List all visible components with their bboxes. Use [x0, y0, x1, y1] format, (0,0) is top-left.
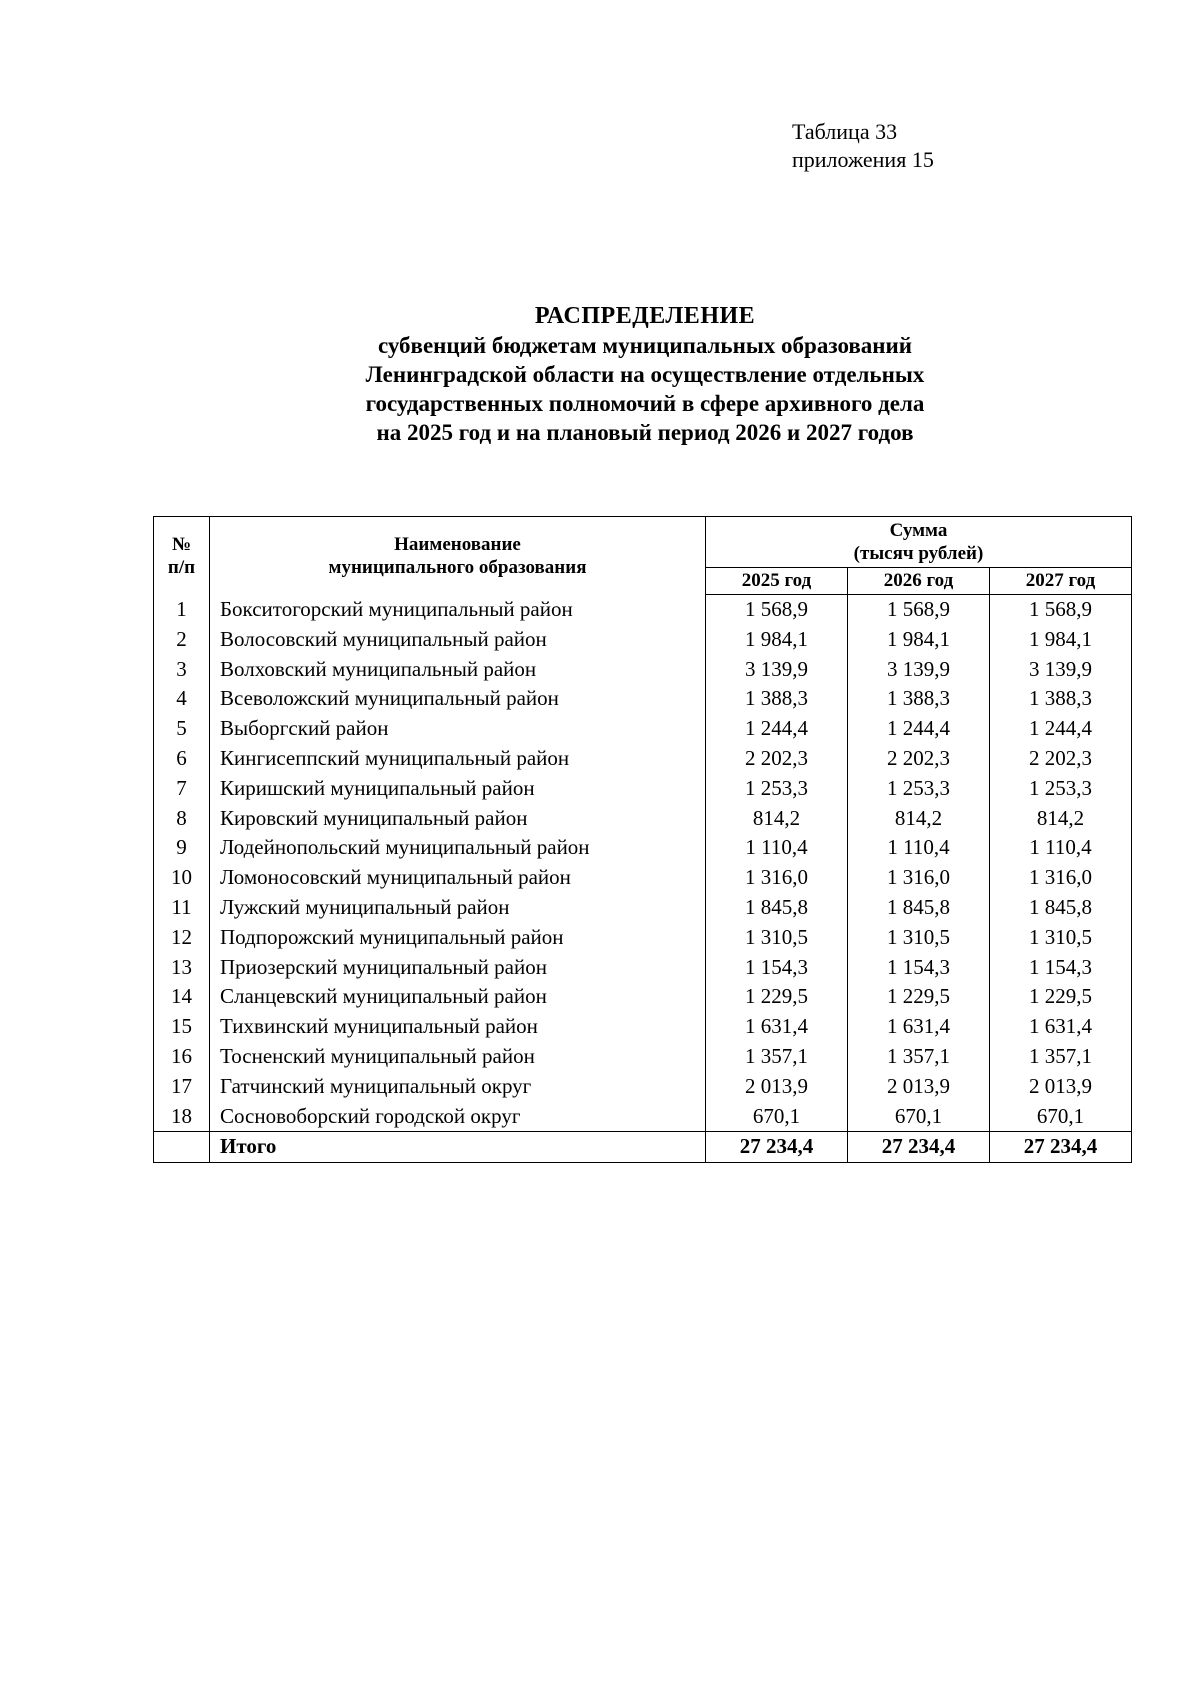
row-value-2027: 1 310,5 [990, 923, 1132, 953]
row-value-2026: 1 154,3 [848, 953, 990, 983]
total-label: Итого [210, 1132, 706, 1163]
title-line1: РАСПРЕДЕЛЕНИЕ [534, 303, 756, 329]
table-row [154, 625, 1132, 655]
row-value-2026: 1 244,4 [848, 714, 990, 744]
table-row [154, 982, 1132, 1012]
table-row [154, 833, 1132, 863]
row-value-2027: 1 388,3 [990, 684, 1132, 714]
row-name: Кировский муниципальный район [210, 804, 706, 834]
row-value-2025: 1 110,4 [706, 833, 848, 863]
row-value-2025: 1 357,1 [706, 1042, 848, 1072]
row-name: Волховский муниципальный район [210, 655, 706, 685]
row-value-2027: 1 984,1 [990, 625, 1132, 655]
table-row [154, 1102, 1132, 1132]
row-value-2025: 1 154,3 [706, 953, 848, 983]
table-row [154, 863, 1132, 893]
row-num: 16 [154, 1042, 210, 1072]
title-line5: на 2025 год и на плановый период 2026 и 2027 годов [376, 420, 914, 445]
table-row [154, 655, 1132, 685]
row-value-2027: 670,1 [990, 1102, 1132, 1132]
row-name: Гатчинский муниципальный округ [210, 1072, 706, 1102]
table-row [154, 595, 1132, 625]
row-name: Подпорожский муниципальный район [210, 923, 706, 953]
header-year-2027: 2027 год [990, 568, 1132, 595]
row-value-2025: 1 229,5 [706, 982, 848, 1012]
row-value-2025: 814,2 [706, 804, 848, 834]
row-num: 1 [154, 595, 210, 625]
row-value-2027: 2 202,3 [990, 744, 1132, 774]
row-value-2026: 1 110,4 [848, 833, 990, 863]
table-ref-line2: приложения 15 [792, 147, 934, 172]
table-row [154, 684, 1132, 714]
row-num: 6 [154, 744, 210, 774]
row-name: Тихвинский муниципальный район [210, 1012, 706, 1042]
row-value-2026: 2 202,3 [848, 744, 990, 774]
row-value-2027: 1 631,4 [990, 1012, 1132, 1042]
header-sum-line2: (тысяч рублей) [853, 543, 984, 564]
row-value-2026: 1 357,1 [848, 1042, 990, 1072]
table-row [154, 953, 1132, 983]
table-ref-line1: Таблица 33 [792, 119, 898, 144]
row-num: 10 [154, 863, 210, 893]
row-value-2026: 1 316,0 [848, 863, 990, 893]
row-value-2026: 1 388,3 [848, 684, 990, 714]
row-value-2025: 3 139,9 [706, 655, 848, 685]
row-num: 11 [154, 893, 210, 923]
total-value-2026: 27 234,4 [848, 1132, 990, 1163]
row-value-2027: 1 154,3 [990, 953, 1132, 983]
row-value-2027: 814,2 [990, 804, 1132, 834]
row-value-2025: 2 013,9 [706, 1072, 848, 1102]
row-value-2025: 1 984,1 [706, 625, 848, 655]
row-value-2025: 1 631,4 [706, 1012, 848, 1042]
row-num: 3 [154, 655, 210, 685]
row-value-2025: 1 244,4 [706, 714, 848, 744]
header-name-line1: Наименование [394, 533, 521, 555]
row-num: 12 [154, 923, 210, 953]
row-value-2026: 670,1 [848, 1102, 990, 1132]
row-num: 5 [154, 714, 210, 744]
row-num: 15 [154, 1012, 210, 1042]
row-value-2026: 1 984,1 [848, 625, 990, 655]
row-name: Лодейнопольский муниципальный район [210, 833, 706, 863]
row-name: Бокситогорский муниципальный район [210, 595, 706, 625]
header-num-line2: п/п [167, 556, 196, 578]
table-row [154, 1042, 1132, 1072]
row-value-2026: 1 229,5 [848, 982, 990, 1012]
row-value-2027: 1 229,5 [990, 982, 1132, 1012]
row-num: 7 [154, 774, 210, 804]
row-value-2026: 814,2 [848, 804, 990, 834]
row-value-2025: 1 310,5 [706, 923, 848, 953]
document-title [230, 302, 1060, 447]
row-name: Киришский муниципальный район [210, 774, 706, 804]
row-num: 14 [154, 982, 210, 1012]
row-value-2025: 1 568,9 [706, 595, 848, 625]
table-row [154, 893, 1132, 923]
header-sum [706, 517, 1132, 568]
table-row [154, 923, 1132, 953]
total-value-2027: 27 234,4 [990, 1132, 1132, 1163]
row-value-2027: 1 357,1 [990, 1042, 1132, 1072]
header-name-line2: муниципального образования [328, 556, 587, 578]
row-value-2026: 1 568,9 [848, 595, 990, 625]
table-row [154, 1012, 1132, 1042]
row-name: Волосовский муниципальный район [210, 625, 706, 655]
row-value-2027: 1 845,8 [990, 893, 1132, 923]
title-line4: государственных полномочий в сфере архивного дела [365, 391, 925, 416]
row-value-2025: 2 202,3 [706, 744, 848, 774]
row-name: Всеволожский муниципальный район [210, 684, 706, 714]
subvention-table [153, 516, 1132, 1163]
table-row [154, 774, 1132, 804]
title-line2: субвенций бюджетам муниципальных образований [377, 333, 913, 358]
row-name: Сосновоборский городской округ [210, 1102, 706, 1132]
table-row [154, 804, 1132, 834]
row-name: Приозерский муниципальный район [210, 953, 706, 983]
row-value-2027: 1 253,3 [990, 774, 1132, 804]
row-value-2025: 1 253,3 [706, 774, 848, 804]
row-value-2027: 1 316,0 [990, 863, 1132, 893]
header-name [210, 517, 706, 595]
total-value-2025: 27 234,4 [706, 1132, 848, 1163]
row-value-2026: 1 845,8 [848, 893, 990, 923]
header-year-2026: 2026 год [848, 568, 990, 595]
row-value-2027: 1 568,9 [990, 595, 1132, 625]
header-num [154, 517, 210, 595]
row-num: 4 [154, 684, 210, 714]
row-value-2025: 1 388,3 [706, 684, 848, 714]
row-value-2026: 1 310,5 [848, 923, 990, 953]
row-value-2027: 1 110,4 [990, 833, 1132, 863]
header-sum-line1: Сумма [889, 520, 948, 541]
header-year-2025: 2025 год [706, 568, 848, 595]
row-value-2025: 1 845,8 [706, 893, 848, 923]
total-row [154, 1132, 1132, 1163]
table-reference [792, 118, 934, 174]
row-value-2026: 2 013,9 [848, 1072, 990, 1102]
row-name: Выборгский район [210, 714, 706, 744]
row-num: 17 [154, 1072, 210, 1102]
row-value-2027: 3 139,9 [990, 655, 1132, 685]
table-row [154, 714, 1132, 744]
total-num-cell [154, 1132, 210, 1163]
row-name: Тосненский муниципальный район [210, 1042, 706, 1072]
row-value-2027: 1 244,4 [990, 714, 1132, 744]
table-row [154, 744, 1132, 774]
row-name: Лужский муниципальный район [210, 893, 706, 923]
table-row [154, 1072, 1132, 1102]
row-num: 18 [154, 1102, 210, 1132]
row-num: 8 [154, 804, 210, 834]
table-body [154, 595, 1132, 1163]
row-name: Кингисеппский муниципальный район [210, 744, 706, 774]
row-value-2026: 1 631,4 [848, 1012, 990, 1042]
row-name: Ломоносовский муниципальный район [210, 863, 706, 893]
row-num: 9 [154, 833, 210, 863]
row-value-2027: 2 013,9 [990, 1072, 1132, 1102]
row-value-2026: 1 253,3 [848, 774, 990, 804]
row-num: 13 [154, 953, 210, 983]
row-num: 2 [154, 625, 210, 655]
row-value-2025: 670,1 [706, 1102, 848, 1132]
row-value-2026: 3 139,9 [848, 655, 990, 685]
row-name: Сланцевский муниципальный район [210, 982, 706, 1012]
header-num-line1: № [171, 533, 192, 555]
row-value-2025: 1 316,0 [706, 863, 848, 893]
title-line3: Ленинградской области на осуществление отдельных [365, 362, 925, 387]
